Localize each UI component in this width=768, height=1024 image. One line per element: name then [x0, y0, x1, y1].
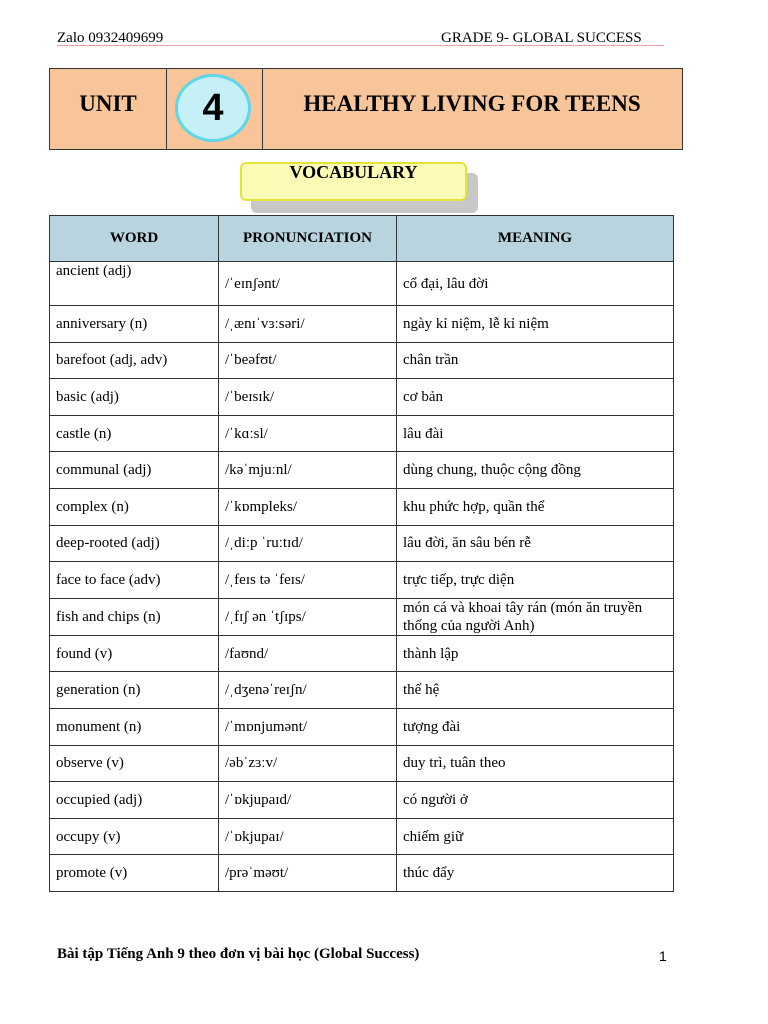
vocab-word: barefoot (adj, adv): [50, 342, 219, 379]
vocab-meaning: trực tiếp, trực diện: [397, 562, 674, 599]
unit-label-cell: [50, 69, 167, 149]
unit-title: HEALTHY LIVING FOR TEENS: [303, 91, 641, 116]
vocab-meaning: lâu đài: [397, 415, 674, 452]
table-row: [50, 598, 674, 635]
table-row: [50, 452, 674, 489]
column-header-pronunciation: PRONUNCIATION: [219, 216, 397, 262]
vocab-word: anniversary (n): [50, 306, 219, 343]
vocab-meaning: thành lập: [397, 635, 674, 672]
vocab-pronunciation: /ˈmɒnjumənt/: [219, 708, 397, 745]
page-header-left: Zalo 0932409699: [57, 30, 164, 46]
vocab-pronunciation: /faʊnd/: [219, 635, 397, 672]
vocab-word: communal (adj): [50, 452, 219, 489]
vocab-word: found (v): [50, 635, 219, 672]
vocab-meaning: duy trì, tuân theo: [397, 745, 674, 782]
vocab-meaning: có người ở: [397, 782, 674, 819]
vocabulary-table: [49, 215, 674, 892]
vocab-word: castle (n): [50, 415, 219, 452]
vocab-word: basic (adj): [50, 379, 219, 416]
page-number: 1: [659, 948, 667, 964]
vocab-meaning: thế hệ: [397, 672, 674, 709]
vocab-word: promote (v): [50, 855, 219, 892]
column-header-word: WORD: [50, 216, 219, 262]
table-row: [50, 562, 674, 599]
header-divider: [57, 45, 664, 46]
unit-label: UNIT: [79, 91, 137, 116]
vocab-word: occupy (v): [50, 818, 219, 855]
vocab-meaning: dùng chung, thuộc cộng đồng: [397, 452, 674, 489]
vocab-pronunciation: /əbˈzɜːv/: [219, 745, 397, 782]
vocab-word: monument (n): [50, 708, 219, 745]
vocab-pronunciation: /prəˈməʊt/: [219, 855, 397, 892]
vocab-meaning: thúc đẩy: [397, 855, 674, 892]
vocab-meaning: ngày kỉ niệm, lễ kỉ niệm: [397, 306, 674, 343]
table-row: [50, 262, 674, 306]
vocab-pronunciation: /ˌdiːp ˈruːtɪd/: [219, 525, 397, 562]
vocab-pronunciation: /ˈkɒmpleks/: [219, 488, 397, 525]
vocab-pronunciation: /ˌænɪˈvɜːsəri/: [219, 306, 397, 343]
table-row: [50, 818, 674, 855]
unit-number-cell: [166, 69, 263, 149]
vocab-word: generation (n): [50, 672, 219, 709]
vocab-pronunciation: /ˈbeəfʊt/: [219, 342, 397, 379]
vocab-pronunciation: /ˈɒkjupaɪ/: [219, 818, 397, 855]
page-footer-left: Bài tập Tiếng Anh 9 theo đơn vị bài học (Global Success): [57, 946, 420, 962]
vocab-meaning: chiếm giữ: [397, 818, 674, 855]
table-row: [50, 782, 674, 819]
vocab-word: observe (v): [50, 745, 219, 782]
vocab-pronunciation: /ˌdʒenəˈreɪʃn/: [219, 672, 397, 709]
vocab-word: ancient (adj): [50, 262, 219, 306]
table-row: [50, 855, 674, 892]
table-header-row: [50, 216, 674, 262]
vocab-meaning: món cá và khoai tây rán (món ăn truyền thống của người Anh): [397, 598, 674, 635]
vocab-pronunciation: /ˈeɪnʃənt/: [219, 262, 397, 306]
table-row: [50, 342, 674, 379]
vocab-word: fish and chips (n): [50, 598, 219, 635]
vocab-word: face to face (adv): [50, 562, 219, 599]
vocab-meaning: chân trần: [397, 342, 674, 379]
table-row: [50, 635, 674, 672]
table-row: [50, 415, 674, 452]
vocab-meaning: lâu đời, ăn sâu bén rễ: [397, 525, 674, 562]
table-row: [50, 745, 674, 782]
vocab-pronunciation: /ˈɒkjupaɪd/: [219, 782, 397, 819]
table-row: [50, 379, 674, 416]
unit-banner: [49, 68, 683, 150]
page-header-right: GRADE 9- GLOBAL SUCCESS: [441, 30, 642, 46]
unit-number-badge: 4: [175, 74, 251, 142]
vocabulary-table-body: [50, 262, 674, 892]
table-row: [50, 708, 674, 745]
table-row: [50, 488, 674, 525]
vocab-meaning: cơ bản: [397, 379, 674, 416]
vocab-pronunciation: /ˈkɑːsl/: [219, 415, 397, 452]
vocab-word: deep-rooted (adj): [50, 525, 219, 562]
column-header-meaning: MEANING: [397, 216, 674, 262]
vocab-pronunciation: /ˈbeɪsɪk/: [219, 379, 397, 416]
vocab-pronunciation: /ˌfɪʃ ən ˈtʃɪps/: [219, 598, 397, 635]
vocab-word: complex (n): [50, 488, 219, 525]
table-row: [50, 672, 674, 709]
vocab-meaning: tượng đài: [397, 708, 674, 745]
vocab-meaning: khu phức hợp, quần thể: [397, 488, 674, 525]
vocab-pronunciation: /ˌfeɪs tə ˈfeɪs/: [219, 562, 397, 599]
vocab-pronunciation: /kəˈmjuːnl/: [219, 452, 397, 489]
table-row: [50, 306, 674, 343]
vocab-word: occupied (adj): [50, 782, 219, 819]
section-title: VOCABULARY: [240, 162, 467, 201]
vocab-meaning: cổ đại, lâu đời: [397, 262, 674, 306]
table-row: [50, 525, 674, 562]
